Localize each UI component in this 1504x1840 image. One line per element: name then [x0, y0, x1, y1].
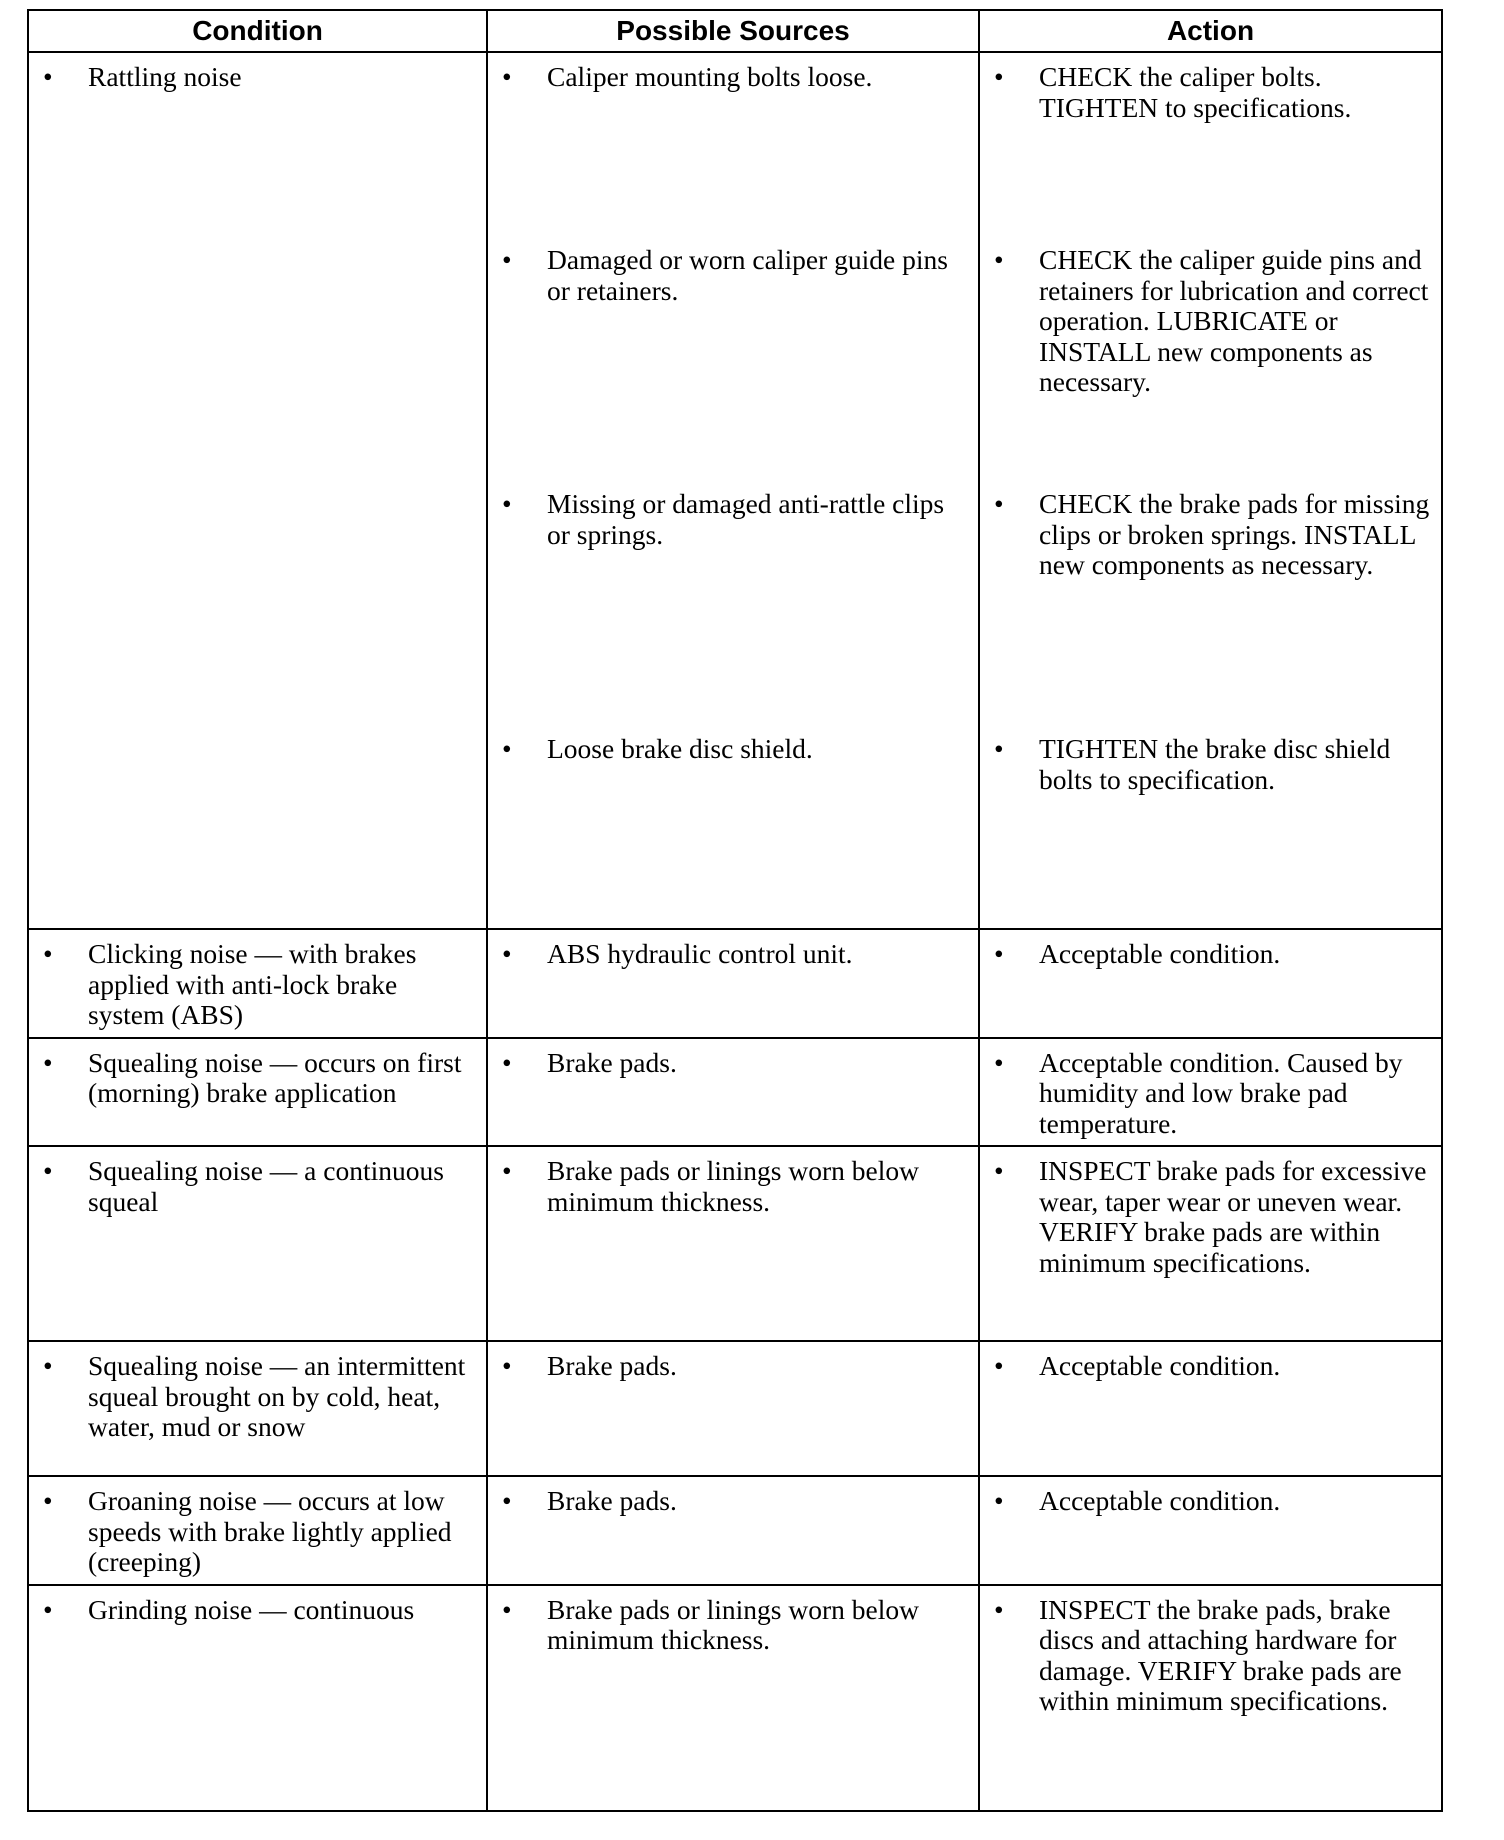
header-action: Action	[979, 10, 1442, 52]
sources-cell: • ABS hydraulic control unit.	[487, 929, 979, 1038]
source-text: Brake pads or linings worn below minimum thickness.	[547, 1155, 919, 1217]
table-row	[28, 1146, 1442, 1341]
action-text: Acceptable condition.	[1039, 1350, 1281, 1381]
action-text: INSPECT brake pads for excessive wear, taper wear or uneven wear. VERIFY brake pads are within minimum specifications.	[1039, 1155, 1427, 1278]
condition-text: Groaning noise — occurs at low speeds with brake lightly applied (creeping)	[88, 1485, 452, 1577]
sources-cell: • Brake pads.	[487, 1341, 979, 1476]
action-text: INSPECT the brake pads, brake discs and attaching hardware for damage. VERIFY brake pads are within minimum specifications.	[1039, 1593, 1402, 1716]
sources-cell: • Brake pads.	[487, 1476, 979, 1585]
condition-cell: • Squealing noise — occurs on first (morning) brake application	[28, 1038, 487, 1147]
condition-text: Squealing noise — an intermittent squeal brought on by cold, heat, water, mud or snow	[88, 1350, 466, 1442]
table-row	[28, 1341, 1442, 1476]
header-possible-sources: Possible Sources	[487, 10, 979, 52]
condition-cell: • Squealing noise — an intermittent squeal brought on by cold, heat, water, mud or snow	[28, 1341, 487, 1476]
sources-cell: • Brake pads or linings worn below minimum thickness.	[487, 1585, 979, 1811]
sources-cell: • Caliper mounting bolts loose. • Damaged or worn caliper guide pins or retainers. • Missing or damaged anti-rattle clips or springs. • Loose brake disc shield.	[487, 52, 979, 929]
source-text: Loose brake disc shield.	[547, 733, 813, 764]
action-cell: • CHECK the caliper bolts. TIGHTEN to specifications. • CHECK the caliper guide pins and retainers for lubrication and correct operation. LUBRICATE or INSTALL new components as necessary. • CHECK the brake pads for missing clips or broken springs. INSTALL new components as necessary. • TIGHTEN the brake disc shield bolts to specification.	[979, 52, 1442, 929]
action-text: Acceptable condition.	[1039, 1485, 1281, 1516]
action-text: Acceptable condition. Caused by humidity and low brake pad temperature.	[1039, 1046, 1403, 1139]
action-cell: • Acceptable condition.	[979, 1476, 1442, 1585]
source-text: ABS hydraulic control unit.	[547, 938, 853, 969]
action-text: Acceptable condition.	[1039, 938, 1281, 969]
condition-text: Squealing noise — occurs on first (morning) brake application	[88, 1046, 462, 1108]
action-cell: • INSPECT the brake pads, brake discs and attaching hardware for damage. VERIFY brake pads are within minimum specifications.	[979, 1585, 1442, 1811]
source-text: Brake pads.	[547, 1046, 677, 1078]
source-text: Brake pads.	[547, 1485, 677, 1516]
action-cell: • Acceptable condition.	[979, 929, 1442, 1038]
condition-cell: • Rattling noise	[28, 52, 487, 929]
condition-cell: • Squealing noise — a continuous squeal	[28, 1146, 487, 1341]
action-cell: • INSPECT brake pads for excessive wear, taper wear or uneven wear. VERIFY brake pads are within minimum specifications.	[979, 1146, 1442, 1341]
condition-text: Rattling noise	[88, 61, 242, 92]
action-cell: • Acceptable condition. Caused by humidity and low brake pad temperature.	[979, 1038, 1442, 1147]
table-row	[28, 1585, 1442, 1811]
condition-text: Grinding noise — continuous	[88, 1593, 415, 1625]
table-row	[28, 1476, 1442, 1585]
sources-cell: • Brake pads.	[487, 1038, 979, 1147]
diagnosis-table	[27, 9, 1443, 1812]
action-text: CHECK the caliper bolts. TIGHTEN to specifications.	[1039, 61, 1352, 123]
action-text: CHECK the caliper guide pins and retainers for lubrication and correct operation. LUBRICATE or INSTALL new components as necessary.	[1039, 244, 1429, 397]
source-text: Caliper mounting bolts loose.	[547, 61, 873, 92]
source-text: Brake pads.	[547, 1350, 677, 1381]
condition-cell: • Clicking noise — with brakes applied with anti-lock brake system (ABS)	[28, 929, 487, 1038]
source-text: Damaged or worn caliper guide pins or retainers.	[547, 244, 948, 306]
action-cell: • Acceptable condition.	[979, 1341, 1442, 1476]
condition-cell: • Grinding noise — continuous	[28, 1585, 487, 1811]
table-row	[28, 1038, 1442, 1147]
action-text: CHECK the brake pads for missing clips or broken springs. INSTALL new components as necessary.	[1039, 488, 1430, 580]
header-condition: Condition	[28, 10, 487, 52]
table-row	[28, 52, 1442, 929]
source-text: Brake pads or linings worn below minimum thickness.	[547, 1593, 919, 1655]
condition-text: Squealing noise — a continuous squeal	[88, 1155, 444, 1217]
header-row	[28, 10, 1442, 52]
condition-text: Clicking noise — with brakes applied with anti-lock brake system (ABS)	[88, 938, 417, 1030]
table-row	[28, 929, 1442, 1038]
action-text: TIGHTEN the brake disc shield bolts to specification.	[1039, 733, 1391, 795]
sources-cell: • Brake pads or linings worn below minimum thickness.	[487, 1146, 979, 1341]
source-text: Missing or damaged anti-rattle clips or springs.	[547, 488, 945, 550]
condition-cell: • Groaning noise — occurs at low speeds with brake lightly applied (creeping)	[28, 1476, 487, 1585]
